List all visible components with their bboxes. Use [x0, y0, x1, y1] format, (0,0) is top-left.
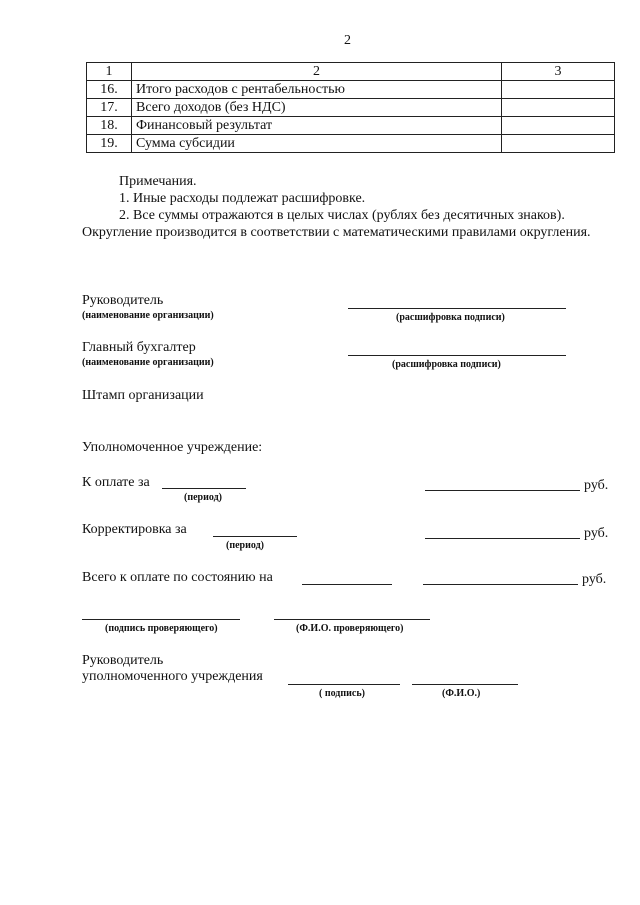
total-label: Всего к оплате по состоянию на	[82, 570, 273, 585]
row-number: 18.	[87, 117, 132, 135]
row-number: 16.	[87, 81, 132, 99]
correction-period-caption: (период)	[226, 540, 264, 551]
table-row	[87, 117, 615, 135]
pay-for-label: К оплате за	[82, 475, 150, 490]
auth-sign-line	[288, 684, 400, 685]
total-amount-line	[423, 584, 578, 585]
note-item-2-continued: Округление производится в соответствии с математическими правилами округления.	[82, 225, 591, 240]
correction-label: Корректировка за	[82, 522, 187, 537]
correction-amount-line	[425, 538, 580, 539]
total-rub-label: руб.	[582, 572, 607, 587]
head-decode-caption: (расшифровка подписи)	[396, 312, 505, 323]
correction-rub-label: руб.	[584, 526, 609, 541]
stamp-label: Штамп организации	[82, 388, 204, 403]
table-row	[87, 81, 615, 99]
auth-head-line1: Руководитель	[82, 653, 164, 668]
pay-rub-label: руб.	[584, 478, 609, 493]
accountant-decode-caption: (расшифровка подписи)	[392, 359, 501, 370]
correction-period-line	[213, 536, 297, 537]
row-label: Всего доходов (без НДС)	[132, 99, 502, 117]
row-value	[502, 99, 615, 117]
head-title: Руководитель	[82, 293, 164, 308]
accountant-signature-line	[348, 355, 566, 356]
table-row	[87, 135, 615, 153]
auth-fio-line	[412, 684, 518, 685]
accountant-org-caption: (наименование организации)	[82, 357, 214, 368]
head-org-caption: (наименование организации)	[82, 310, 214, 321]
table-row	[87, 99, 615, 117]
authorized-title: Уполномоченное учреждение:	[82, 440, 263, 455]
row-label: Финансовый результат	[132, 117, 502, 135]
note-item-2: 2. Все суммы отражаются в целых числах (рублях без десятичных знаков).	[119, 208, 565, 223]
accountant-title: Главный бухгалтер	[82, 340, 196, 355]
financial-table	[86, 62, 615, 153]
auth-sign-caption: ( подпись)	[319, 688, 365, 699]
table-header-cell: 1	[87, 63, 132, 81]
pay-period-line	[162, 488, 246, 489]
head-signature-line	[348, 308, 566, 309]
notes-title: Примечания.	[119, 174, 197, 189]
row-label: Сумма субсидии	[132, 135, 502, 153]
row-value	[502, 117, 615, 135]
note-item-1: 1. Иные расходы подлежат расшифровке.	[119, 191, 366, 206]
pay-amount-line	[425, 490, 580, 491]
row-label: Итого расходов с рентабельностью	[132, 81, 502, 99]
total-date-line	[302, 584, 392, 585]
row-number: 17.	[87, 99, 132, 117]
table-header-row	[87, 63, 615, 81]
pay-period-caption: (период)	[184, 492, 222, 503]
auth-head-line2: уполномоченного учреждения	[82, 669, 263, 684]
table-header-cell: 3	[502, 63, 615, 81]
checker-sign-line	[82, 619, 240, 620]
row-value	[502, 135, 615, 153]
auth-fio-caption: (Ф.И.О.)	[442, 688, 481, 699]
checker-sign-caption: (подпись проверяющего)	[105, 623, 218, 634]
table-header-cell: 2	[132, 63, 502, 81]
row-number: 19.	[87, 135, 132, 153]
checker-name-caption: (Ф.И.О. проверяющего)	[296, 623, 404, 634]
checker-name-line	[274, 619, 430, 620]
page-number: 2	[344, 33, 351, 48]
row-value	[502, 81, 615, 99]
